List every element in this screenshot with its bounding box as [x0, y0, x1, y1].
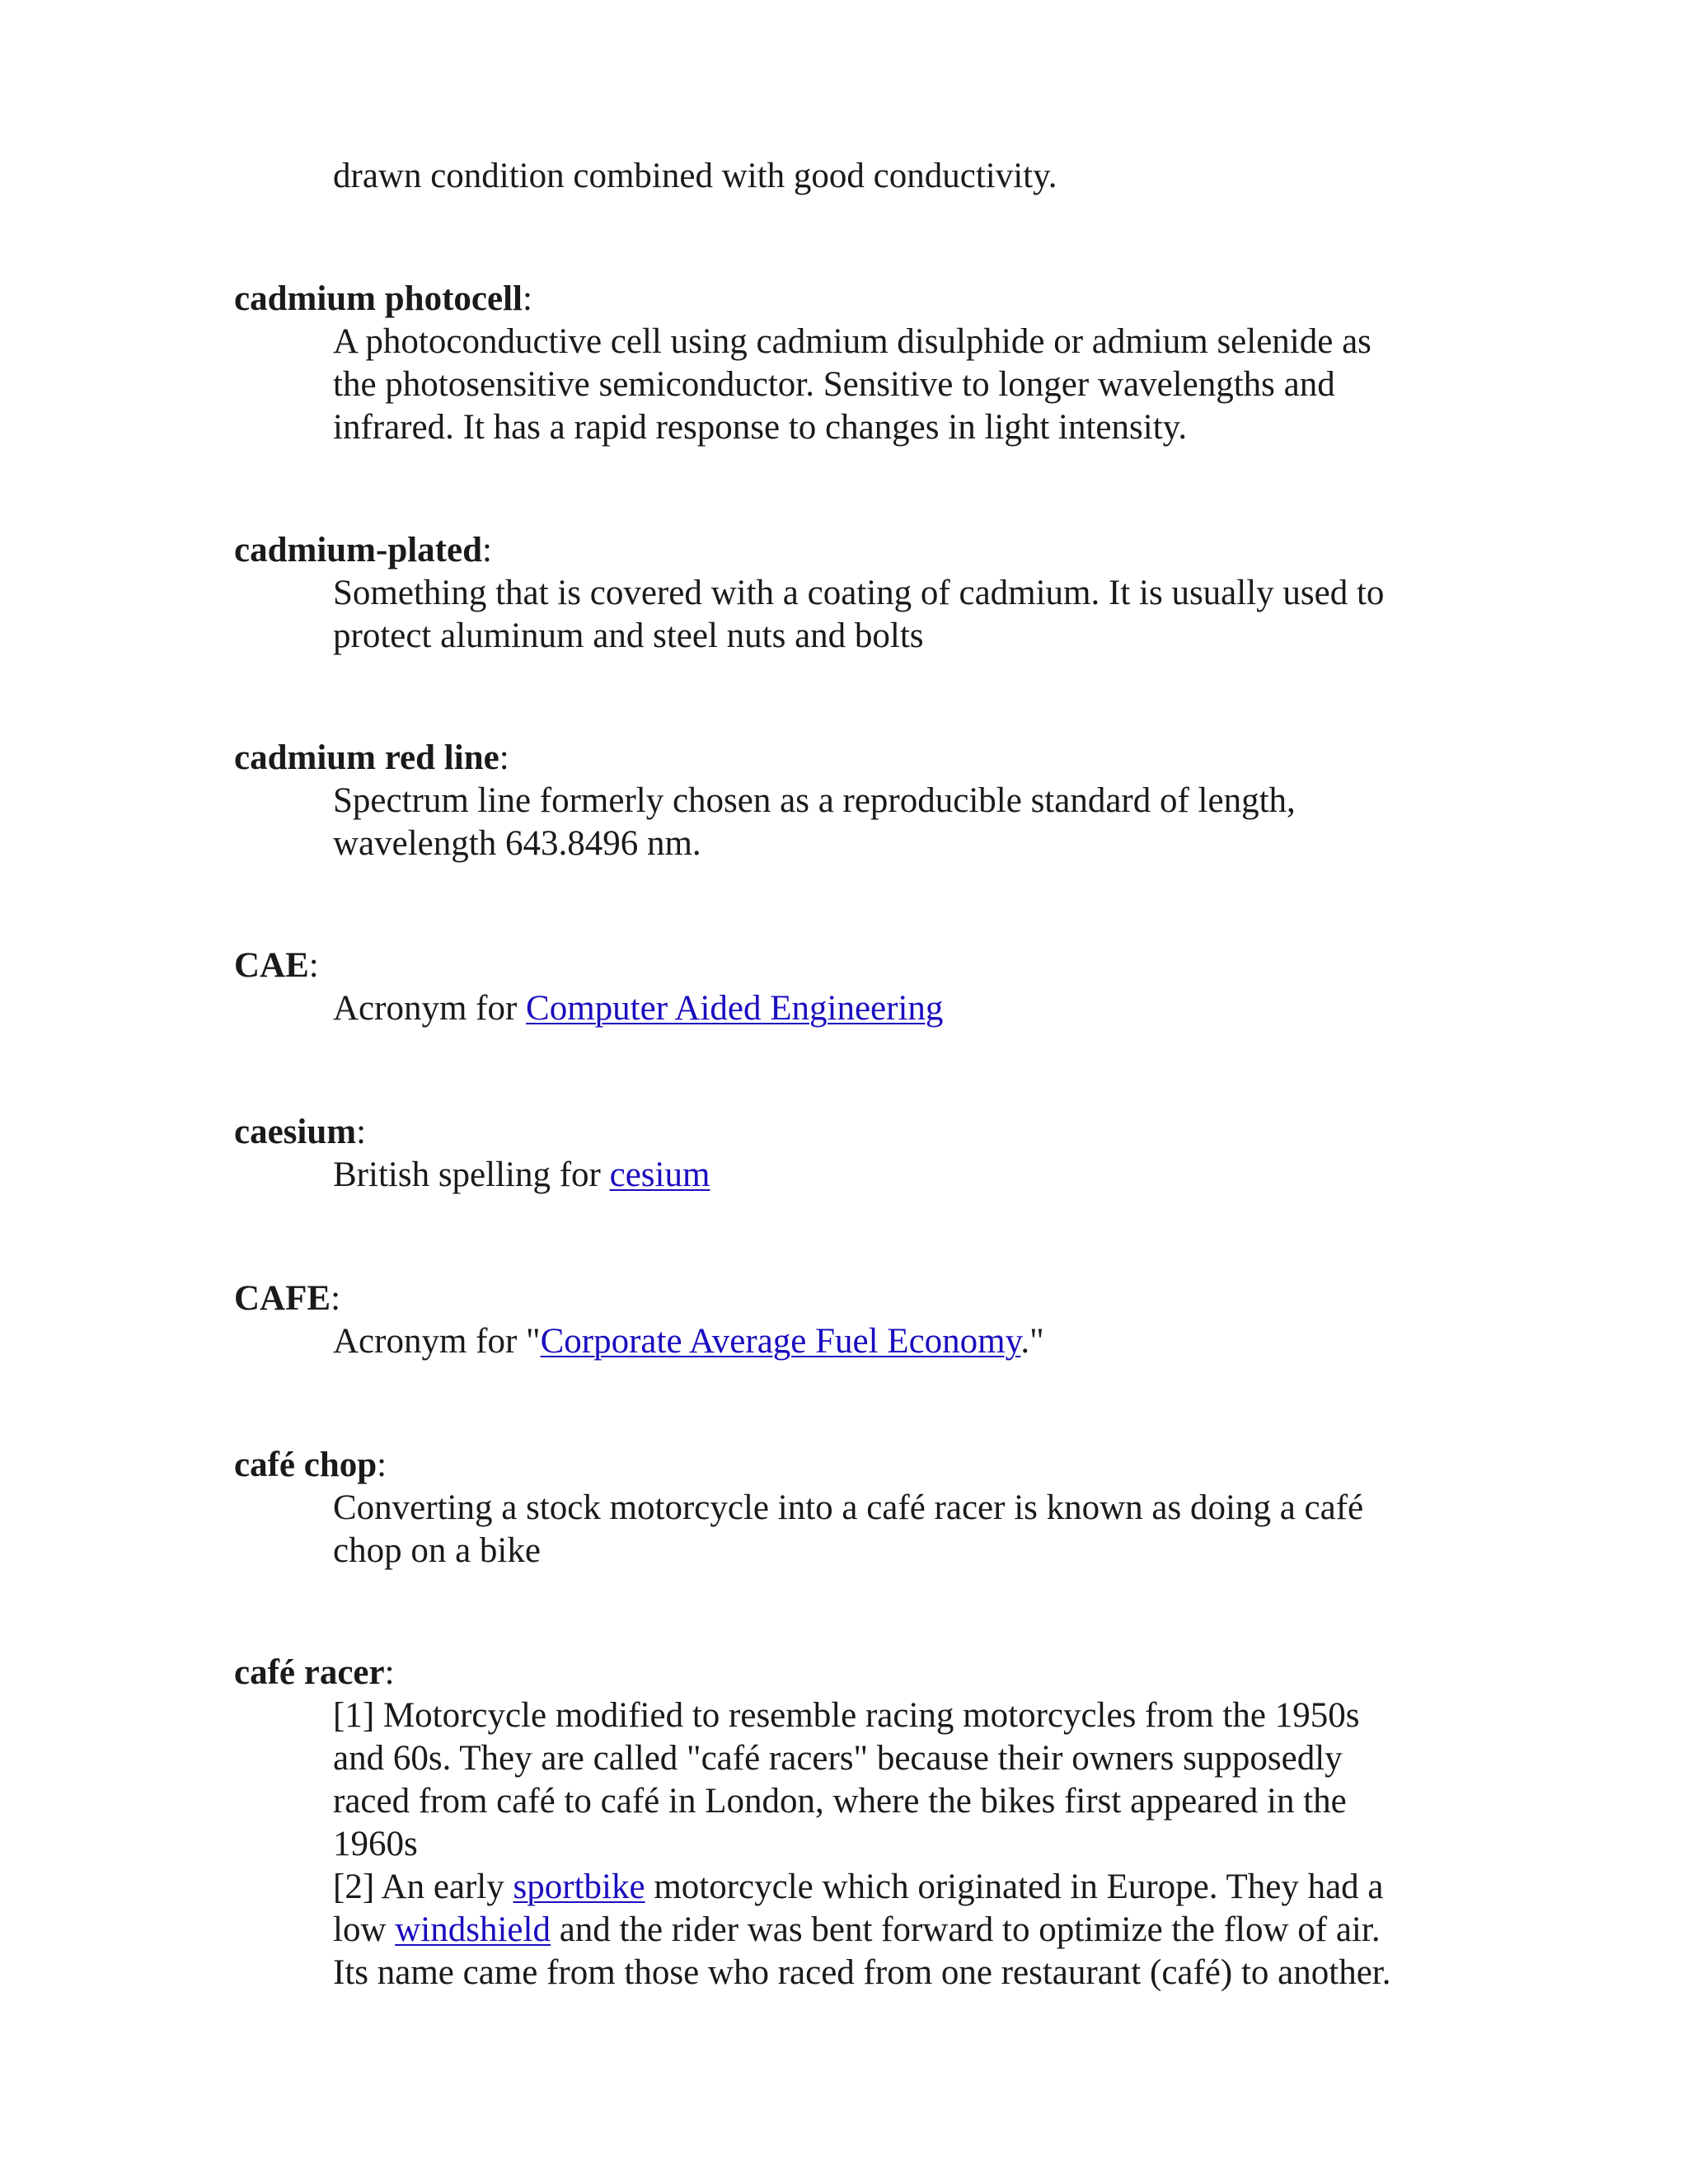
definition-line: drawn condition combined with good conductivity.: [333, 157, 1057, 195]
definition-text: and the rider was bent forward to optimize the flow of air.: [550, 1910, 1381, 1949]
term: cadmium-plated: [234, 531, 482, 569]
term: café racer: [234, 1653, 385, 1692]
term: café chop: [234, 1446, 377, 1484]
term-separator: :: [308, 946, 319, 985]
definition-text: [2] An early: [333, 1868, 513, 1906]
term-separator: :: [331, 1279, 341, 1318]
definition-line: the photosensitive semiconductor. Sensitive to longer wavelengths and: [333, 365, 1335, 404]
glossary-term-line: [234, 737, 509, 780]
definition-line: infrared. It has a rapid response to changes in light intensity.: [333, 408, 1188, 447]
definition-line: [333, 1909, 1381, 1952]
definition-text: Acronym for: [333, 989, 527, 1028]
term: caesium: [234, 1113, 357, 1151]
link-windshield[interactable]: windshield: [395, 1910, 551, 1949]
definition-line: Its name came from those who raced from one restaurant (café) to another.: [333, 1953, 1391, 1992]
definition-line: [333, 1320, 1044, 1363]
term: cadmium photocell: [234, 279, 523, 318]
glossary-term-line: [234, 944, 319, 987]
definition-line: Something that is covered with a coating of cadmium. It is usually used to: [333, 574, 1385, 612]
term-separator: :: [377, 1446, 387, 1484]
term-separator: :: [499, 738, 509, 777]
term-separator: :: [522, 279, 532, 318]
definition-line: Converting a stock motorcycle into a café racer is known as doing a café: [333, 1488, 1364, 1527]
link-computer-aided-engineering[interactable]: Computer Aided Engineering: [526, 989, 944, 1028]
term: CAFE: [234, 1279, 331, 1318]
definition-line: protect aluminum and steel nuts and bolts: [333, 616, 924, 655]
glossary-term-line: [234, 278, 532, 321]
definition-line: [333, 1866, 1384, 1909]
term: cadmium red line: [234, 738, 499, 777]
link-sportbike[interactable]: sportbike: [513, 1868, 645, 1906]
definition-text: British spelling for: [333, 1155, 610, 1194]
definition-line: chop on a bike: [333, 1531, 541, 1570]
glossary-term-line: [234, 1652, 395, 1694]
definition-line: [333, 987, 943, 1030]
link-cesium[interactable]: cesium: [609, 1155, 710, 1194]
definition-line: [333, 1154, 710, 1197]
term-separator: :: [384, 1653, 395, 1692]
term-separator: :: [356, 1113, 367, 1151]
definition-line: raced from café to café in London, where the bikes first appeared in the: [333, 1782, 1347, 1821]
glossary-term-line: [234, 529, 492, 572]
link-corporate-average-fuel-economy[interactable]: Corporate Average Fuel Economy: [540, 1322, 1021, 1361]
glossary-term-line: [234, 1444, 387, 1487]
definition-text: motorcycle which originated in Europe. They had a: [645, 1868, 1384, 1906]
definition-line: [1] Motorcycle modified to resemble racing motorcycles from the 1950s: [333, 1696, 1360, 1735]
definition-text: Acronym for ": [333, 1322, 541, 1361]
definition-line: Spectrum line formerly chosen as a reproducible standard of length,: [333, 781, 1296, 820]
definition-text: .": [1020, 1322, 1044, 1361]
definition-text: low: [333, 1910, 396, 1949]
definition-line: and 60s. They are called "café racers" because their owners supposedly: [333, 1739, 1343, 1778]
term: CAE: [234, 946, 309, 985]
definition-line: 1960s: [333, 1825, 418, 1863]
term-separator: :: [482, 531, 492, 569]
glossary-term-line: [234, 1111, 366, 1154]
definition-line: A photoconductive cell using cadmium disulphide or admium selenide as: [333, 322, 1372, 361]
glossary-term-line: [234, 1277, 340, 1320]
definition-line: wavelength 643.8496 nm.: [333, 824, 701, 863]
